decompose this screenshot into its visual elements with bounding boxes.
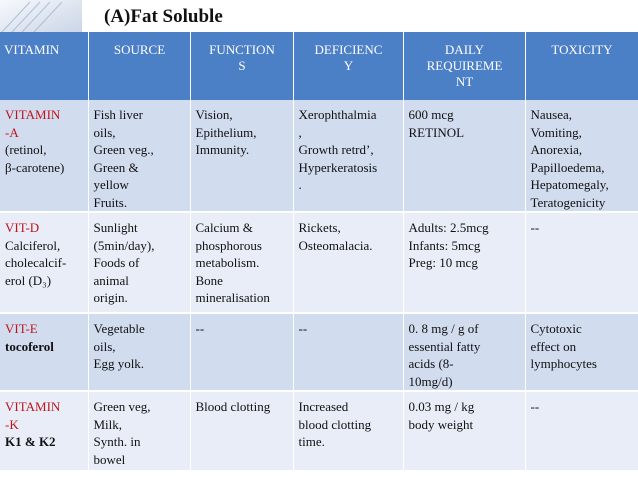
deficiency-cell: -- [293,313,403,391]
functions-cell: Blood clotting [190,391,293,471]
vitamin-detail: tocoferol [5,338,54,354]
daily-requirement-cell: Adults: 2.5mcg Infants: 5mcg Preg: 10 mcg [403,212,525,313]
deficiency-cell: Xerophthalmia , Growth retrd’, Hyperkeratosis . [293,100,403,212]
vitamin-cell [0,313,88,391]
source-cell: Sunlight (5min/day), Foods of animal origin. [88,212,190,313]
column-header-daily: DAILY REQUIREME NT [403,32,525,100]
table-row [0,100,638,212]
functions-cell: Calcium & phosphorous metabolism. Bone mineralisation [190,212,293,313]
table-row [0,313,638,391]
deficiency-cell: Rickets, Osteomalacia. [293,212,403,313]
column-header-functions: FUNCTION S [190,32,293,100]
source-cell: Fish liver oils, Green veg., Green & yellow Fruits. [88,100,190,212]
vitamin-detail: (retinol, β-carotene) [5,142,65,175]
table-row [0,391,638,471]
column-header-deficiency: DEFICIENC Y [293,32,403,100]
column-header-source: SOURCE [88,32,190,100]
functions-cell: -- [190,313,293,391]
table-row [0,212,638,313]
column-header-vitamin: VITAMIN [0,32,88,100]
vitamin-detail: K1 & K2 [5,434,56,449]
toxicity-cell: -- [525,391,638,471]
source-cell: Green veg, Milk, Synth. in bowel [88,391,190,471]
page-title: (A)Fat Soluble [104,6,223,27]
vitamin-cell [0,391,88,471]
source-cell: Vegetable oils, Egg yolk. [88,313,190,391]
vitamin-cell [0,212,88,313]
vitamin-name: VITAMIN -K [5,399,61,432]
vitamin-name: VIT-D [5,220,40,235]
table-header-row [0,32,638,100]
daily-requirement-cell: 0.03 mg / kg body weight [403,391,525,471]
vitamin-name: VIT-E [5,321,38,336]
table-body [0,100,638,471]
functions-cell: Vision, Epithelium, Immunity. [190,100,293,212]
toxicity-cell: Nausea, Vomiting, Anorexia, Papilloedema, Hepatomegaly, Teratogenicity [525,100,638,212]
vitamin-cell [0,100,88,212]
daily-requirement-cell: 0. 8 mg / g of essential fatty acids (8- 10mg/d) [403,313,525,391]
daily-requirement-cell: 600 mcg RETINOL [403,100,525,212]
vitamin-table [0,32,638,472]
vitamin-detail: Calciferol, cholecalcif- erol (D₃) [5,237,67,288]
toxicity-cell: Cytotoxic effect on lymphocytes [525,313,638,391]
toxicity-cell: -- [525,212,638,313]
vitamin-name: VITAMIN -A [5,107,61,140]
deficiency-cell: Increased blood clotting time. [293,391,403,471]
column-header-toxicity: TOXICITY [525,32,638,100]
corner-decoration-icon [0,0,82,34]
